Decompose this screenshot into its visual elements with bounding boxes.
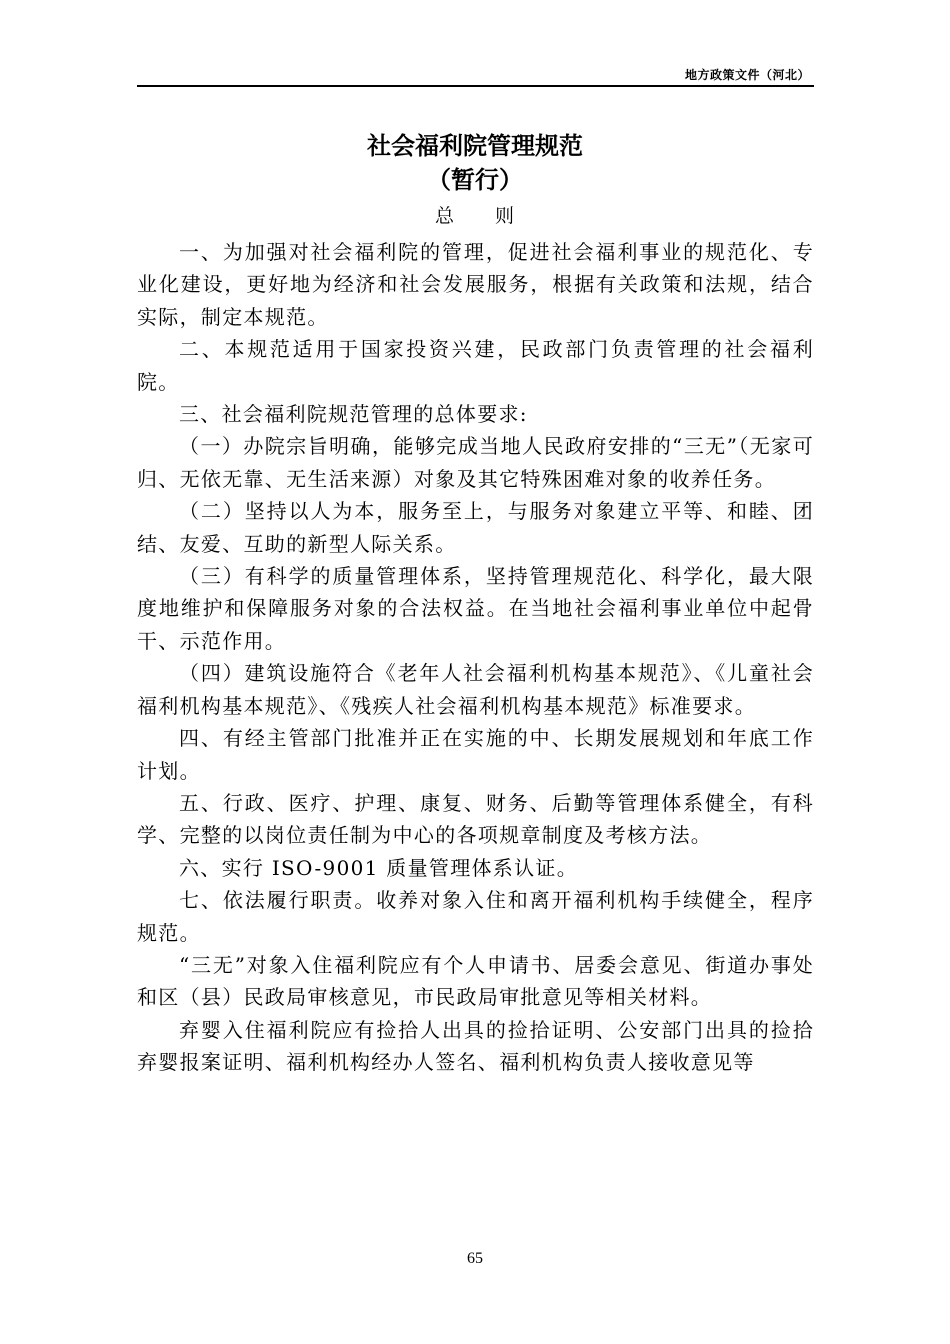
document-body (137, 236, 814, 1079)
page-number: 65 (467, 1250, 483, 1267)
document-title: 社会福利院管理规范 (367, 132, 583, 160)
paragraph-6: 六、实行 ISO-9001 质量管理体系认证。 (179, 855, 579, 880)
section-heading: 总 则 (434, 205, 515, 227)
paragraph-7-2: 弃婴入住福利院应有捡拾人出具的捡拾证明、公安部门出具的捡拾弃婴报案证明、福利机构经办人签名、福利机构负责人接收意见等 (137, 1017, 814, 1075)
paragraph-3-3: （三）有科学的质量管理体系，坚持管理规范化、科学化，最大限度地维护和保障服务对象的合法权益。在当地社会福利事业单位中起骨干、示范作用。 (137, 564, 814, 653)
paragraph-3-1: （一）办院宗旨明确，能够完成当地人民政府安排的“三无”（无家可归、无依无靠、无生活来源）对象及其它特殊困难对象的收养任务。 (137, 434, 814, 491)
header-rule (137, 85, 814, 87)
paragraph-3-2: （二）坚持以人为本，服务至上，与服务对象建立平等、和睦、团结、友爱、互助的新型人际关系。 (137, 499, 814, 556)
paragraph-3-4: （四）建筑设施符合《老年人社会福利机构基本规范》、《儿童社会福利机构基本规范》、《残疾人社会福利机构基本规范》标准要求。 (137, 661, 814, 718)
paragraph-7-1: “三无”对象入住福利院应有个人申请书、居委会意见、街道办事处和区（县）民政局审核意见，市民政局审批意见等相关材料。 (137, 952, 814, 1010)
paragraph-1: 一、为加强对社会福利院的管理，促进社会福利事业的规范化、专业化建设，更好地为经济和社会发展服务，根据有关政策和法规，结合实际，制定本规范。 (137, 240, 814, 329)
paragraph-5: 五、行政、医疗、护理、康复、财务、后勤等管理体系健全，有科学、完整的以岗位责任制为中心的各项规章制度及考核方法。 (137, 790, 814, 848)
paragraph-4: 四、有经主管部门批准并正在实施的中、长期发展规划和年底工作计划。 (137, 726, 814, 783)
paragraph-7: 七、依法履行职责。收养对象入住和离开福利机构手续健全，程序规范。 (137, 888, 814, 945)
document-subtitle: （暂行） (427, 166, 523, 194)
paragraph-3: 三、社会福利院规范管理的总体要求: (179, 402, 528, 427)
running-header: 地方政策文件（河北） (684, 68, 810, 82)
paragraph-2: 二、本规范适用于国家投资兴建，民政部门负责管理的社会福利院。 (137, 337, 814, 394)
